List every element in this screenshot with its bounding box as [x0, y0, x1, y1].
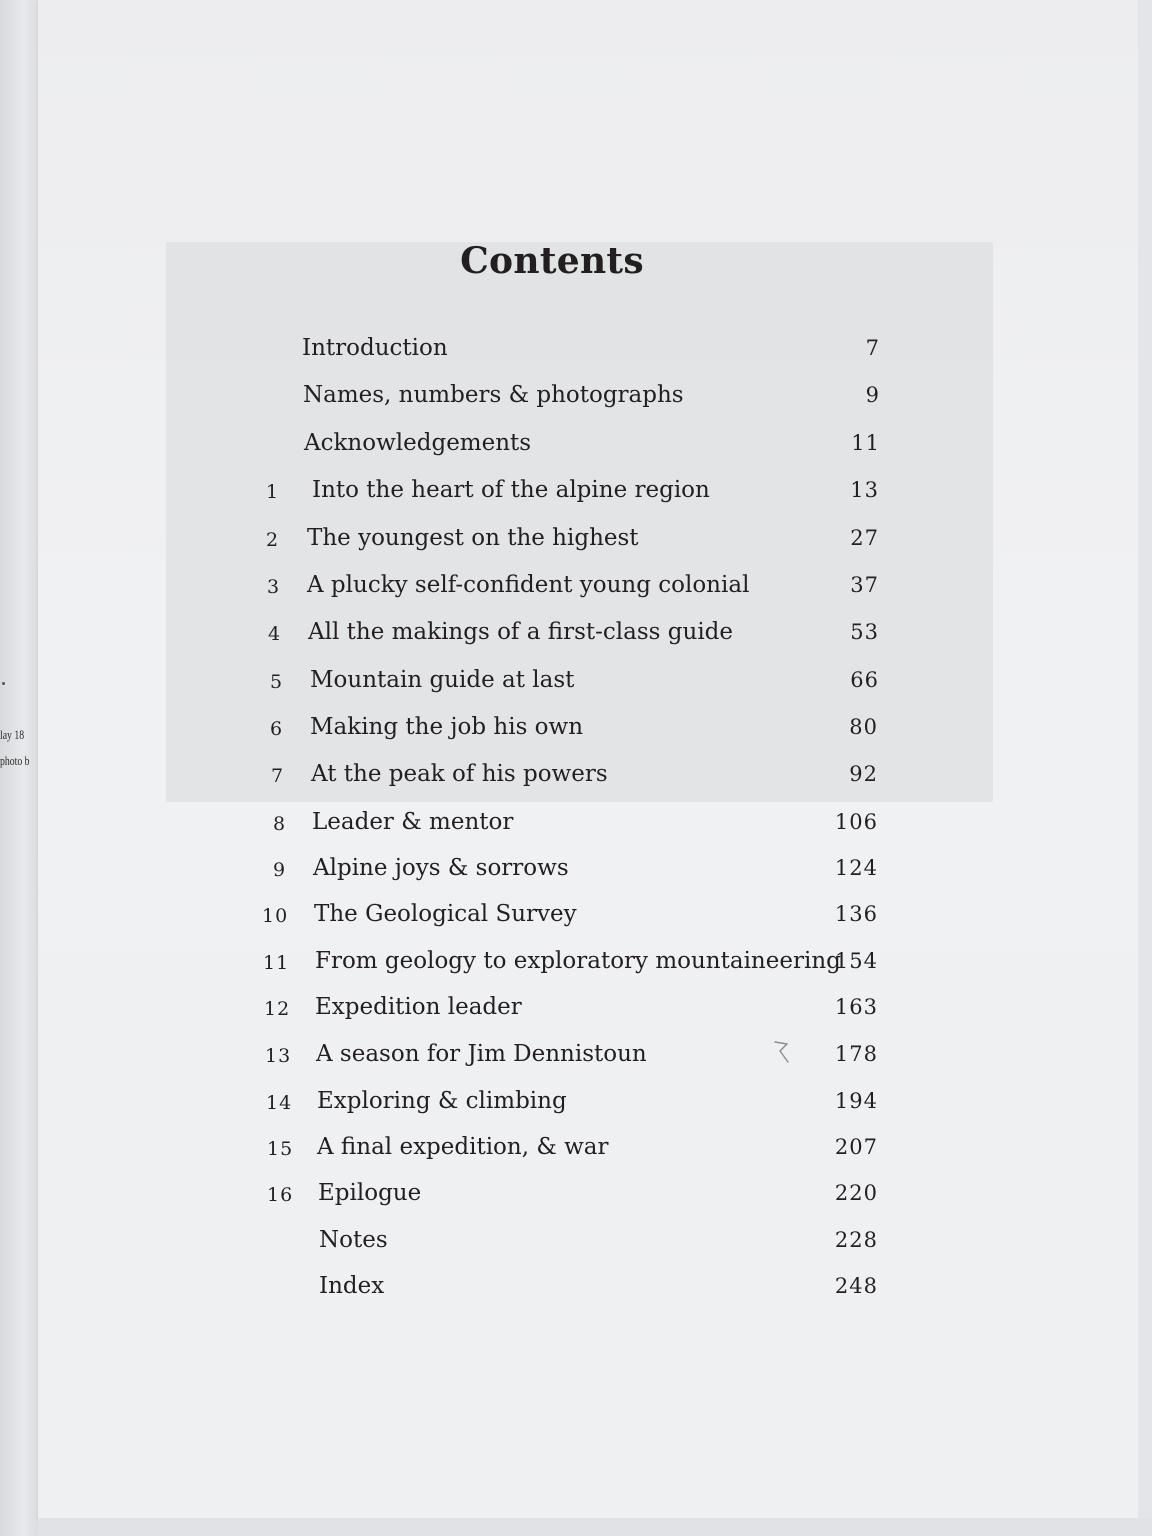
- toc-entry-acknowledgements: [0, 430, 1152, 466]
- toc-chapter-number: 14: [266, 1092, 293, 1114]
- toc-chapter-number: 13: [265, 1045, 292, 1067]
- toc-entry-mountain-guide-at-last: [0, 667, 1152, 703]
- toc-page-number: 154: [834, 949, 878, 973]
- toc-chapter-number: 8: [273, 813, 287, 835]
- toc-page-number: 53: [850, 620, 879, 644]
- toc-page-number: 66: [850, 668, 879, 692]
- toc-chapter-title: At the peak of his powers: [311, 761, 608, 787]
- toc-entry-introduction: [0, 335, 1152, 371]
- toc-chapter-number: 2: [266, 529, 280, 551]
- toc-entry-all-the-makings-of-a-first-class-guide: [0, 619, 1152, 655]
- toc-chapter-number: 12: [264, 998, 291, 1020]
- left-page-fragment: lay 18: [0, 727, 25, 742]
- toc-page-number: 163: [834, 995, 878, 1019]
- toc-chapter-title: Leader & mentor: [312, 809, 514, 835]
- toc-chapter-number: 3: [267, 576, 281, 598]
- toc-chapter-title: Epilogue: [318, 1180, 422, 1206]
- toc-entry-alpine-joys-and-sorrows: [0, 855, 1152, 891]
- toc-entry-exploring-and-climbing: [0, 1088, 1152, 1124]
- toc-entry-a-season-for-jim-dennistoun: [0, 1041, 1152, 1077]
- toc-page-number: 37: [850, 573, 879, 597]
- toc-page-number: 92: [849, 762, 878, 786]
- toc-page-number: 136: [834, 902, 878, 926]
- toc-page-number: 106: [834, 810, 878, 834]
- toc-entry-from-geology-to-exploratory-mountaineering: [0, 948, 1152, 984]
- toc-entry-a-final-expedition-and-war: [0, 1134, 1152, 1170]
- toc-page-number: 207: [834, 1135, 878, 1159]
- toc-chapter-title: A season for Jim Dennistoun: [316, 1041, 647, 1067]
- left-page-fragment: photo b: [0, 753, 30, 768]
- toc-chapter-title: The youngest on the highest: [307, 525, 639, 551]
- toc-chapter-number: 1: [266, 481, 280, 503]
- toc-chapter-title: Mountain guide at last: [310, 667, 575, 693]
- toc-chapter-title: A plucky self-confident young colonial: [307, 572, 750, 598]
- toc-chapter-title: The Geological Survey: [314, 901, 577, 927]
- toc-chapter-title: Names, numbers & photographs: [303, 382, 684, 408]
- toc-page-number: 228: [834, 1228, 878, 1252]
- pencil-mark: [772, 1038, 792, 1066]
- toc-page-number: 220: [834, 1181, 878, 1205]
- toc-page-number: 178: [834, 1042, 878, 1066]
- toc-chapter-title: Index: [319, 1273, 385, 1299]
- toc-chapter-title: Exploring & climbing: [317, 1088, 567, 1114]
- toc-chapter-title: Into the heart of the alpine region: [312, 477, 710, 503]
- toc-entry-epilogue: [0, 1180, 1152, 1216]
- toc-chapter-number: 7: [271, 765, 285, 787]
- toc-entry-at-the-peak-of-his-powers: [0, 761, 1152, 797]
- toc-chapter-number: 10: [262, 905, 289, 927]
- toc-entry-the-youngest-on-the-highest: [0, 525, 1152, 561]
- toc-page-number: 27: [850, 526, 879, 550]
- toc-chapter-title: Introduction: [302, 335, 448, 361]
- toc-chapter-title: Alpine joys & sorrows: [313, 855, 569, 881]
- toc-page-number: 7: [865, 336, 880, 360]
- toc-chapter-number: 6: [270, 718, 284, 740]
- toc-page-number: 80: [849, 715, 878, 739]
- toc-entry-names-numbers-and-photographs: [0, 382, 1152, 418]
- toc-chapter-title: Making the job his own: [310, 714, 584, 740]
- toc-chapter-title: Expedition leader: [315, 994, 522, 1020]
- toc-chapter-number: 16: [267, 1184, 294, 1206]
- toc-chapter-title: Acknowledgements: [304, 430, 532, 456]
- toc-chapter-title: From geology to exploratory mountaineering: [315, 948, 841, 974]
- toc-chapter-title: A final expedition, & war: [317, 1134, 609, 1160]
- toc-entry-notes: [0, 1227, 1152, 1263]
- toc-entry-index: [0, 1273, 1152, 1309]
- toc-page-number: 124: [834, 856, 878, 880]
- toc-chapter-title: Notes: [319, 1227, 388, 1253]
- toc-chapter-number: 9: [273, 859, 287, 881]
- toc-page-number: 248: [834, 1274, 878, 1298]
- toc-page-number: 194: [834, 1089, 878, 1113]
- toc-entry-expedition-leader: [0, 994, 1152, 1030]
- toc-page-number: 9: [865, 383, 880, 407]
- toc-entry-making-the-job-his-own: [0, 714, 1152, 750]
- toc-chapter-number: 15: [267, 1138, 294, 1160]
- toc-page-number: 13: [850, 478, 879, 502]
- toc-page-number: 11: [851, 431, 880, 455]
- toc-entry-into-the-heart-of-the-alpine-region: [0, 477, 1152, 513]
- toc-chapter-number: 5: [270, 671, 284, 693]
- toc-chapter-title: All the makings of a first-class guide: [308, 619, 734, 645]
- toc-chapter-number: 11: [263, 952, 290, 974]
- toc-chapter-number: 4: [268, 623, 282, 645]
- page-title: Contents: [460, 240, 644, 282]
- toc-entry-leader-and-mentor: [0, 809, 1152, 845]
- toc-entry-a-plucky-self-confident-young-colonial: [0, 572, 1152, 608]
- toc-entry-the-geological-survey: [0, 901, 1152, 937]
